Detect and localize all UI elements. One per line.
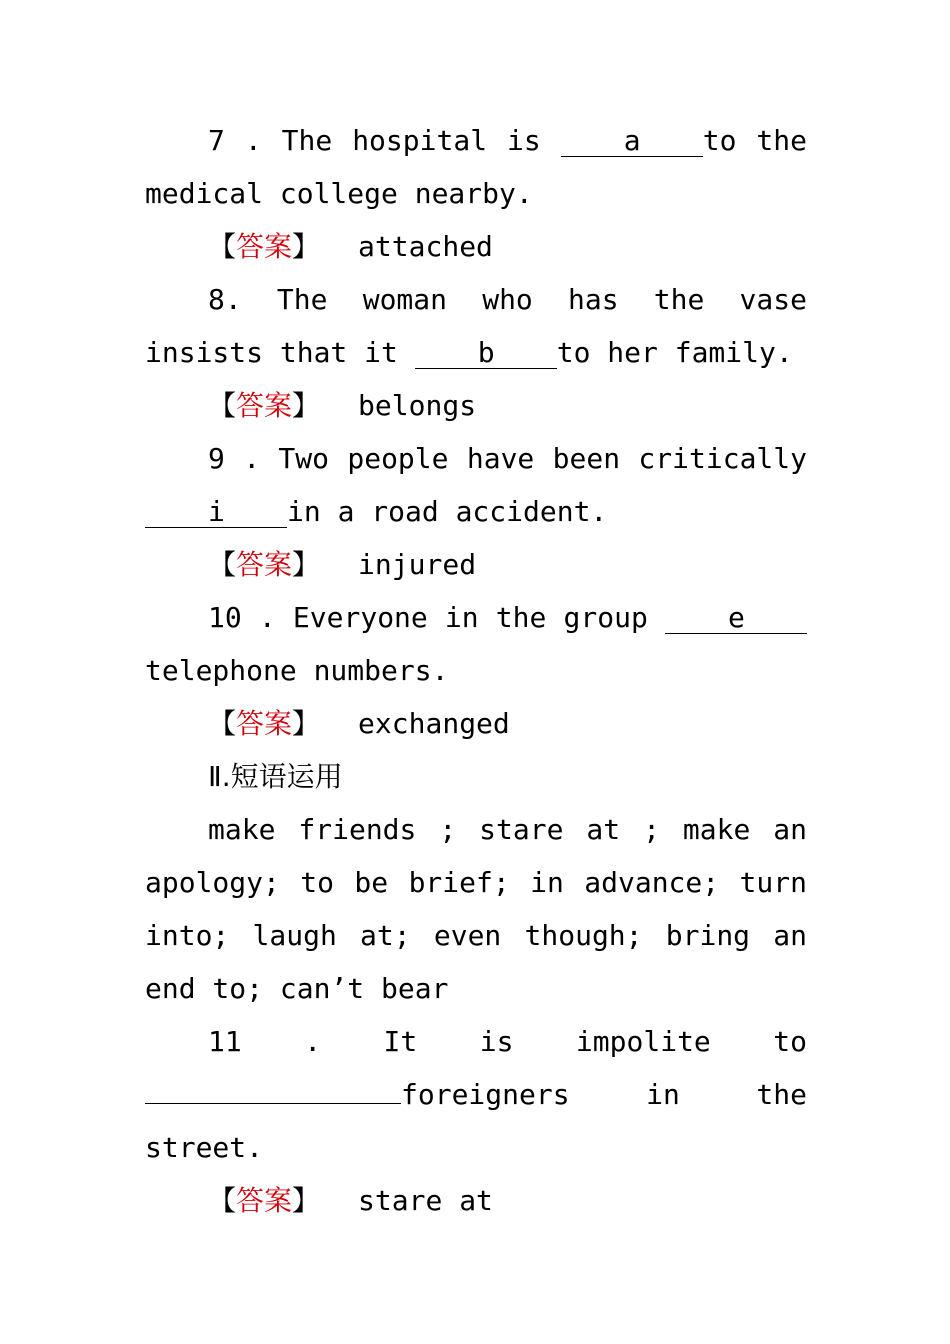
question-9 <box>145 432 807 538</box>
question-7-blank-letter: a <box>623 124 641 157</box>
question-10-prefix: 10 . Everyone in the group <box>208 601 665 634</box>
question-10-suffix: telephone numbers. <box>145 654 449 687</box>
question-7-suffix: to the medical college nearby. <box>145 124 807 210</box>
phrase-bank: make friends ; stare at ; make an apology; to be brief; in advance; turn into; laugh at; even though; bring an end to; can’t bear <box>145 813 807 1005</box>
answer-10-text: exchanged <box>358 707 510 740</box>
answer-8: 【答案】 belongs <box>208 389 477 422</box>
question-11-prefix: 11 . It is impolite to <box>208 1025 807 1058</box>
question-11 <box>145 1015 807 1174</box>
question-10-blank-letter: e <box>728 601 745 634</box>
answer-11-text: stare at <box>358 1184 493 1217</box>
question-8-suffix: to her family. <box>556 336 793 369</box>
answer-11-label: 答案 <box>236 1184 293 1217</box>
question-9-blank-letter: i <box>208 495 225 528</box>
answer-8-text: belongs <box>358 389 477 422</box>
question-7 <box>145 114 807 220</box>
question-7-blank <box>561 126 703 157</box>
answer-9-text: injured <box>358 548 477 581</box>
section-title: Ⅱ.短语运用 <box>208 760 343 793</box>
answer-9-label: 答案 <box>236 548 293 581</box>
answer-7-label: 答案 <box>236 230 293 263</box>
question-8-blank <box>415 338 557 369</box>
answer-9: 【答案】 injured <box>208 548 477 581</box>
question-8 <box>145 273 807 379</box>
answer-8-label: 答案 <box>236 389 293 422</box>
question-9-suffix: in a road accident. <box>287 495 608 528</box>
question-10-blank <box>665 603 807 634</box>
answer-7-text: attached <box>358 230 493 263</box>
answer-11: 【答案】 stare at <box>208 1184 493 1217</box>
question-9-blank <box>145 497 287 528</box>
question-9-prefix: 9 . Two people have been critically <box>208 442 807 475</box>
answer-10: 【答案】 exchanged <box>208 707 510 740</box>
answer-10-label: 答案 <box>236 707 293 740</box>
question-11-blank <box>145 1073 401 1104</box>
question-8-blank-letter: b <box>477 336 495 369</box>
question-7-prefix: 7 . The hospital is <box>208 124 561 157</box>
question-10 <box>145 591 807 697</box>
question-11-suffix: foreigners in the street. <box>145 1078 807 1164</box>
document-page <box>145 114 807 1227</box>
question-8-prefix: 8. The woman who has the vase insists that it <box>145 283 807 369</box>
answer-7: 【答案】 attached <box>208 230 493 263</box>
